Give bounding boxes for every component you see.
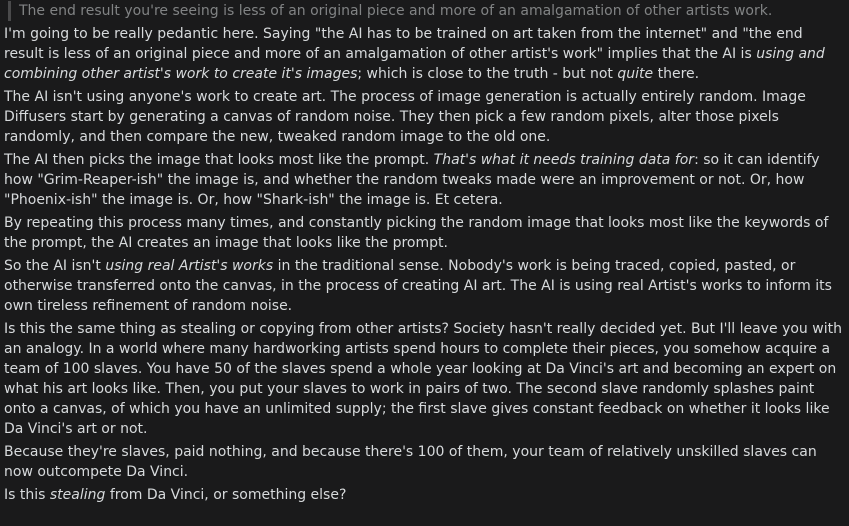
paragraph-5-text-a: So the AI isn't [4,258,106,274]
paragraph-3 [4,150,843,210]
paragraph-3-text-a: The AI then picks the image that looks most like the prompt. [4,152,434,168]
paragraph-1-text-c: there. [653,66,700,82]
paragraph-8-text-b: from Da Vinci, or something else? [105,487,347,503]
paragraph-3-text-b: : so it can identify how "Grim-Reaper-ish" the image is, and whether the random tweaks made were an improvement or not. Or, how "Phoenix-ish" the image is. Or, how "Shark-ish" the image is. Et cetera. [4,152,820,208]
paragraph-1-italic-a: using and combining other artist's work to create it's images [4,46,825,82]
paragraph-1-text-b: ; which is close to the truth - but not [357,66,618,82]
paragraph-4: By repeating this process many times, and constantly picking the random image that looks most like the keywords of the prompt, the AI creates an image that looks like the prompt. [4,215,829,251]
blockquote: The end result you're seeing is less of an original piece and more of an amalgamation of other artists work. [8,1,843,21]
paragraph-8 [4,485,843,505]
paragraph-6: Is this the same thing as stealing or copying from other artists? Society hasn't really decided yet. But I'll leave you with an analogy. In a world where many hardworking artists spend hours to complete their pieces, you somehow acquire a team of 100 slaves. You have 50 of the slaves spend a whole year looking at Da Vinci's art and becoming an expert on what his art looks like. Then, you put your slaves to work in pairs of two. The second slave randomly splashes paint onto a canvas, of which you have an unlimited supply; the first slave gives constant feedback on whether it looks like Da Vinci's art or not. [4,321,842,437]
paragraph-5-italic-a: using real Artist's works [105,258,274,274]
paragraph-1 [4,24,843,84]
paragraph-5 [4,256,843,316]
paragraph-8-text-a: Is this [4,487,50,503]
paragraph-2: The AI isn't using anyone's work to create art. The process of image generation is actually entirely random. Image Diffusers start by generating a canvas of random noise. They then pick a few random pixels, alter those pixels randomly, and then compare the new, tweaked random image to the old one. [4,89,806,145]
paragraph-8-italic-a: stealing [49,487,106,503]
paragraph-7: Because they're slaves, paid nothing, and because there's 100 of them, your team of relatively unskilled slaves can now outcompete Da Vinci. [4,444,817,480]
paragraph-1-italic-b: quite [617,66,654,82]
paragraph-5-text-b: in the traditional sense. Nobody's work is being traced, copied, pasted, or otherwise transferred onto the canvas, in the process of creating AI art. The AI is using real Artist's works to inform its own tireless refinement of random noise. [4,258,832,314]
paragraph-1-text-a: I'm going to be really pedantic here. Saying "the AI has to be trained on art taken from the internet" and "the end result is less of an original piece and more of an amalgamation of other artist's work" implies that the AI is [4,26,803,62]
paragraph-3-italic-a: That's what it needs training data for [433,152,695,168]
